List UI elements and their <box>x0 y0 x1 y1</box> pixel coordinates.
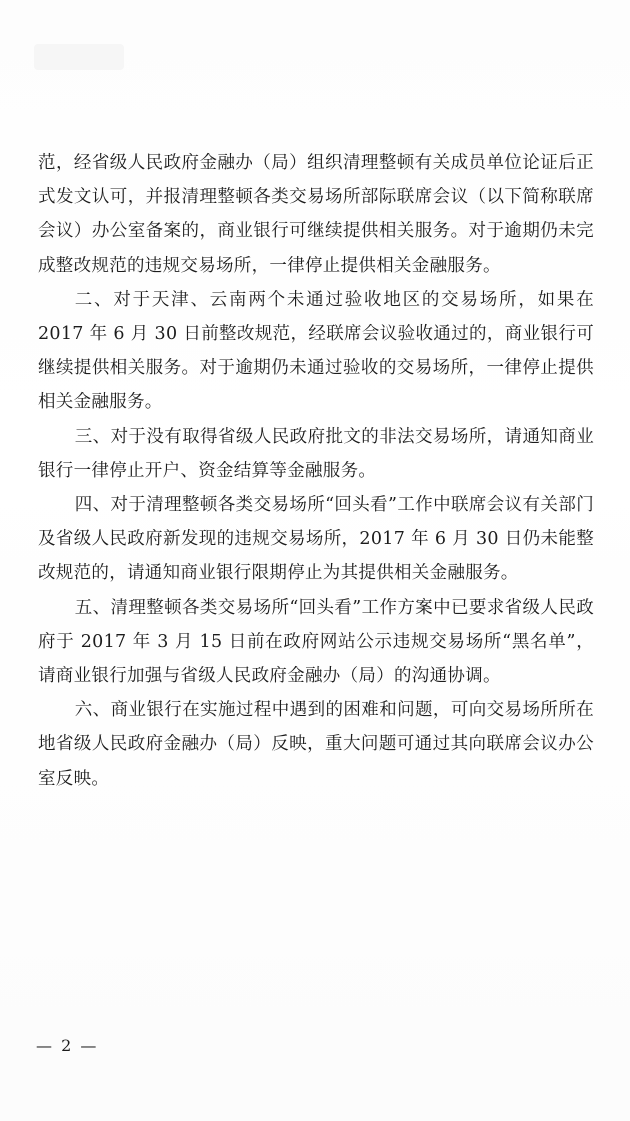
paragraph-continuation: 范，经省级人民政府金融办（局）组织清理整顿有关成员单位论证后正式发文认可，并报清理整顿各类交易场所部际联席会议（以下简称联席会议）办公室备案的，商业银行可继续提供相关服务。对于逾期仍未完成整改规范的违规交易场所，一律停止提供相关金融服务。 <box>38 153 594 276</box>
paragraph-item-3: 三、对于没有取得省级人民政府批文的非法交易场所，请通知商业银行一律停止开户、资金结算等金融服务。 <box>38 426 594 481</box>
paragraph-item-6: 六、商业银行在实施过程中遇到的困难和问题，可向交易场所所在地省级人民政府金融办（局）反映，重大问题可通过其向联席会议办公室反映。 <box>38 700 594 789</box>
paragraph-item-4: 四、对于清理整顿各类交易场所“回头看”工作中联席会议有关部门及省级人民政府新发现的违规交易场所，2017 年 6 月 30 日仍未能整改规范的，请通知商业银行限期停止为其提供相关金融服务。 <box>38 495 594 584</box>
page-number: — 2 — <box>36 1036 99 1055</box>
document-body <box>38 146 594 796</box>
paragraph-item-2: 二、对于天津、云南两个未通过验收地区的交易场所，如果在 2017 年 6 月 30 日前整改规范，经联席会议验收通过的，商业银行可继续提供相关服务。对于逾期仍未通过验收的交易场所，一律停止提供相关金融服务。 <box>38 289 594 413</box>
paragraph-item-5: 五、清理整顿各类交易场所“回头看”工作方案中已要求省级人民政府于 2017 年 3 月 15 日前在政府网站公示违规交易场所“黑名单”，请商业银行加强与省级人民政府金融办（局）的沟通协调。 <box>38 597 594 687</box>
faded-header-mark <box>34 44 124 70</box>
